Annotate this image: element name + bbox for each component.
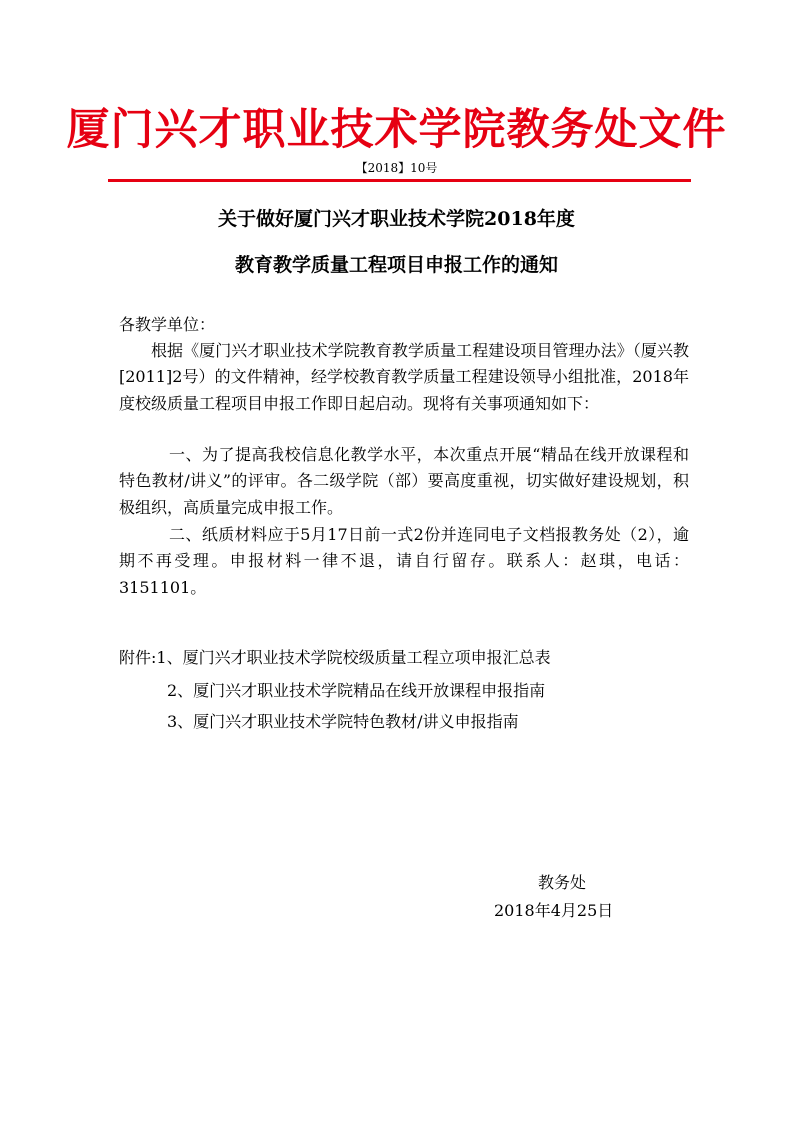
attachment-line-2: 2、厦门兴才职业技术学院精品在线开放课程申报指南 [167,681,546,700]
document-header-title: 厦门兴才职业技术学院教务处文件 [66,105,727,155]
body-paragraph-item-1: 一、为了提高我校信息化教学水平，本次重点开展“精品在线开放课程和特色教材/讲义”的评审。各二级学院（部）要高度重视，切实做好建设规划，积极组织，高质量完成申报工作。 [119,445,689,517]
body-paragraph-intro: 根据《厦门兴才职业技术学院教育教学质量工程建设项目管理办法》（厦兴教[2011]2号）的文件精神，经学校教育教学质量工程建设领导小组批准，2018年度校级质量工程项目申报工作即日起启动。现将有关事项通知如下： [119,341,689,413]
salutation: 各教学单位： [119,315,216,334]
signature-date: 2018年4月25日 [494,901,614,920]
attachment-line-1: 附件:1、厦门兴才职业技术学院校级质量工程立项申报汇总表 [119,648,551,667]
signature-office: 教务处 [538,873,587,892]
notice-title-line-2: 教育教学质量工程项目申报工作的通知 [234,254,558,276]
body-paragraph-item-2: 二、纸质材料应于5月17日前一式2份并连同电子文档报教务处（2），逾期不再受理。申报材料一律不退，请自行留存。联系人：赵琪，电话：3151101。 [119,525,689,597]
header-red-rule [108,179,691,182]
attachment-line-3: 3、厦门兴才职业技术学院特色教材/讲义申报指南 [167,712,519,731]
document-number: 【2018】10号 [355,161,438,175]
notice-title-line-1: 关于做好厦门兴才职业技术学院2018年度 [218,208,575,230]
